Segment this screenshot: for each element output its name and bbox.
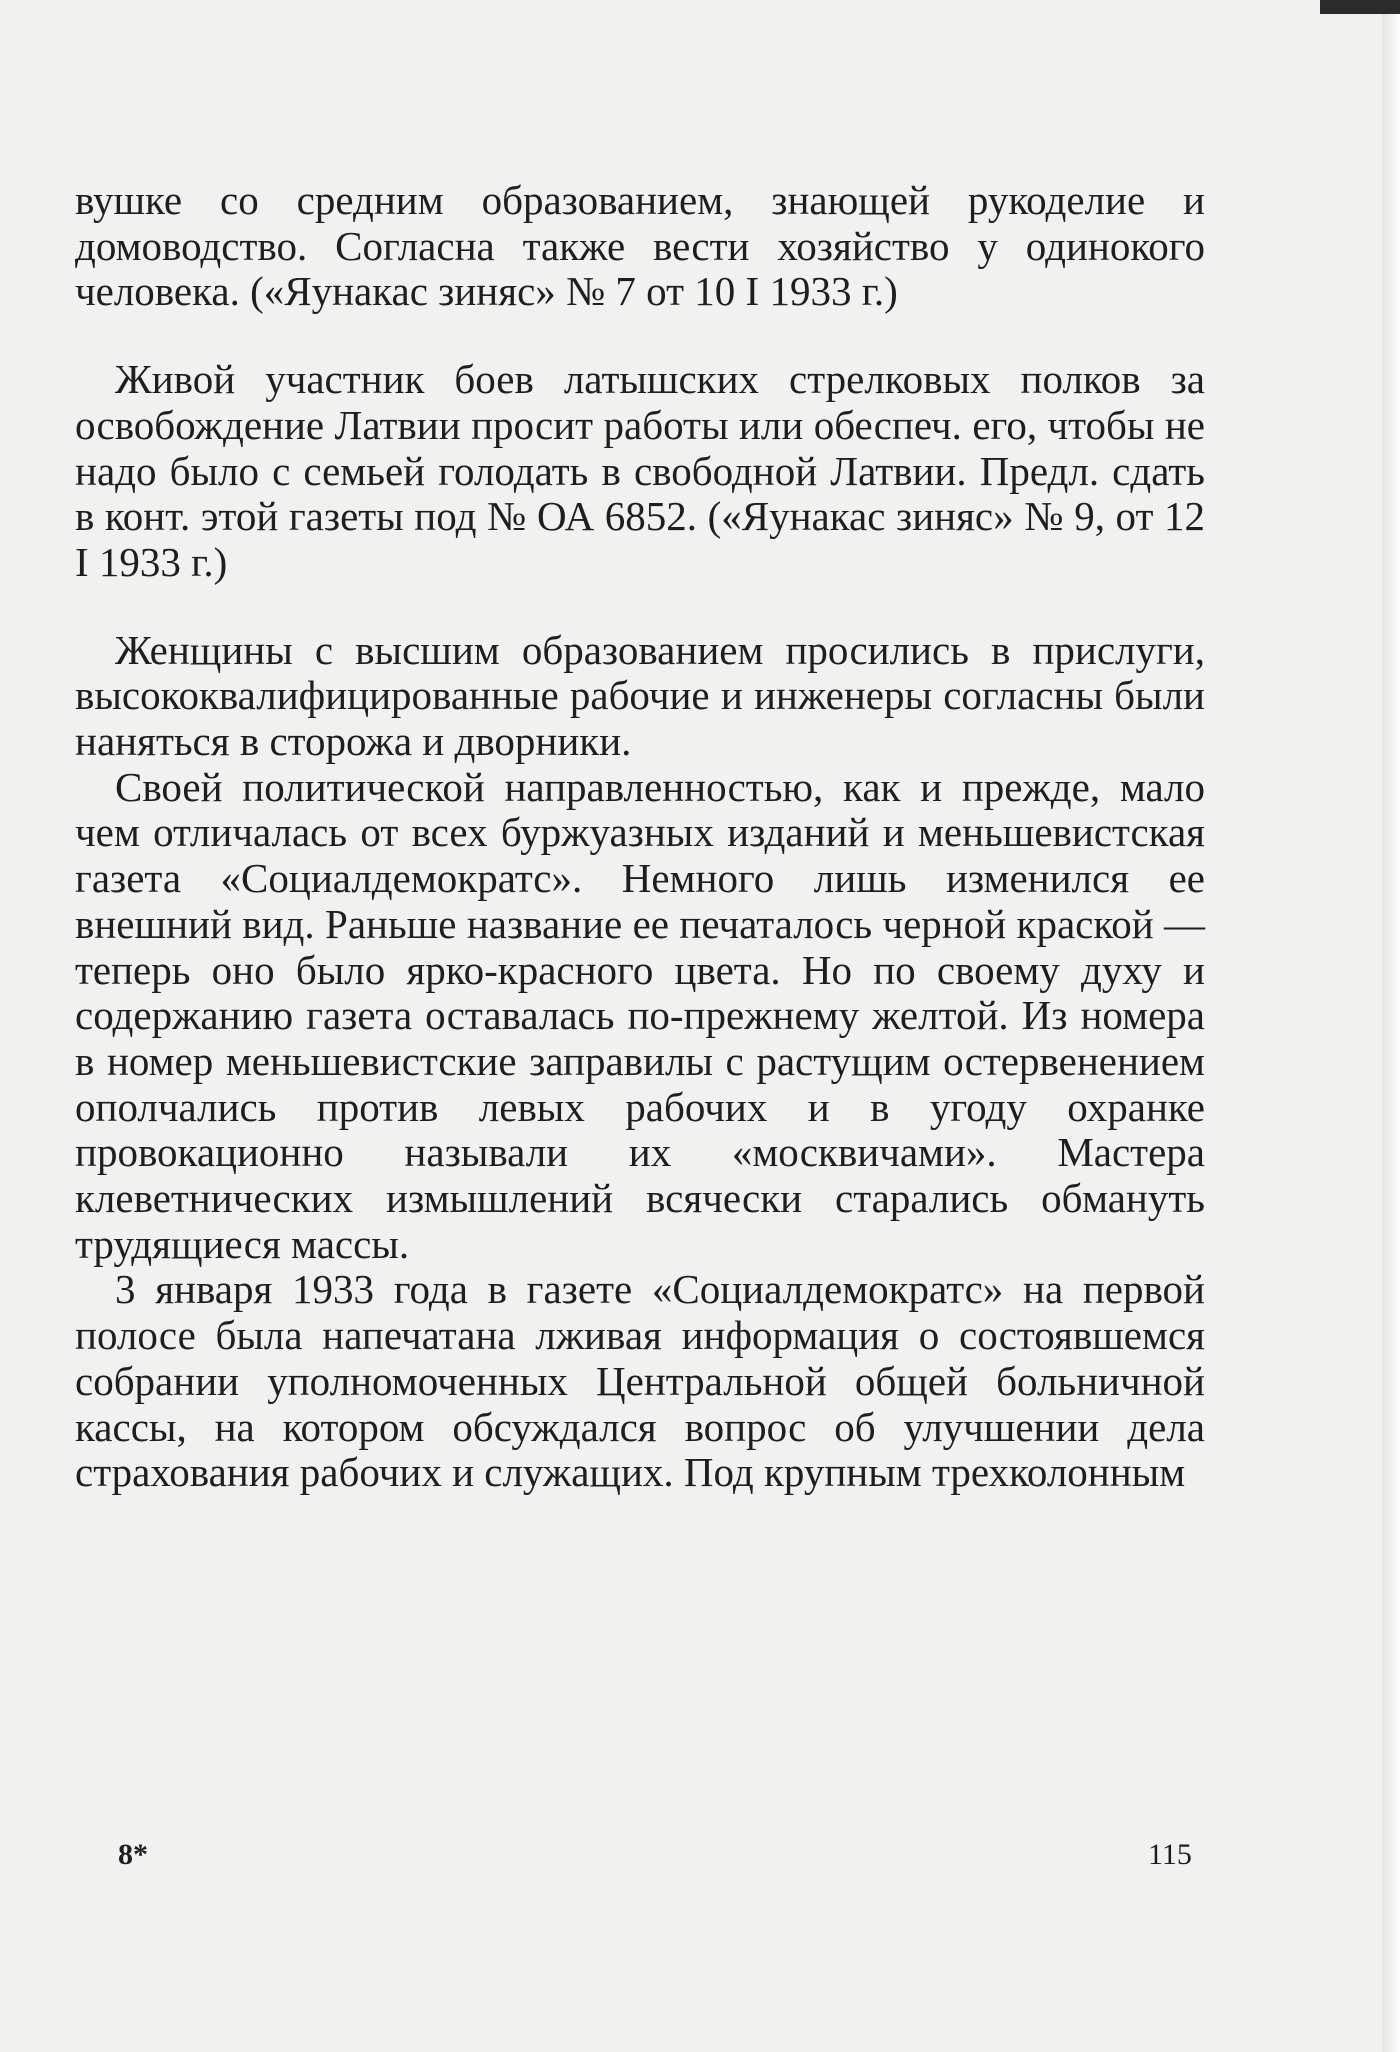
page-edge [1382,0,1400,2052]
scan-edge [1320,0,1400,14]
paragraph: Своей политической направленностью, как и прежде, мало чем отличалась от всех буржуазных изданий и меньшевистская газета «Социалдемократс». Немного лишь изменился ее внешний вид. Раньше название ее печаталось черной краской — теперь оно было ярко-красного цвета. Но по своему духу и содержанию газета оставалась по-прежнему желтой. Из номера в номер меньшевистские заправилы с растущим остервенением ополчались против левых рабочих и в угоду охранке провокационно называли их «москвичами». Мастера клеветнических измышлений всячески старались обмануть трудящиеся массы. [75,763,1205,1267]
page-body [75,178,1205,1496]
quote-text: вушке со средним образованием, знающей рукоделие и домоводство. Согласна также вести хозяйство у одинокого человека. («Яунакас зиняс» № 7 от 10 I 1933 г.) [75,177,1205,315]
signature-mark: 8* [118,1838,148,1871]
main-text [75,628,1205,1496]
paragraph: Женщины с высшим образованием просились в прислуги, высококвалифицированные рабочие и инженеры согласны были наняться в сторожа и дворники. [75,626,1205,765]
quote-ad-1 [75,178,1205,315]
page-number: 115 [1148,1838,1192,1871]
quote-text: Живой участник боев латышских стрелковых полков за освобождение Латвии просит работы или обеспеч. его, чтобы не надо было с семьей голодать в свободной Латвии. Предл. сдать в конт. этой газеты под № ОА 6852. («Яунакас зиняс» № 9, от 12 I 1933 г.) [75,356,1205,585]
paragraph: 3 января 1933 года в газете «Социалдемократс» на первой полосе была напечатана лживая информация о состоявшемся собрании уполномоченных Центральной общей больничной кассы, на котором обсуждался вопрос об улучшении дела страхования рабочих и служащих. Под крупным трехколонным [75,1266,1205,1496]
quote-ad-2 [75,357,1205,586]
